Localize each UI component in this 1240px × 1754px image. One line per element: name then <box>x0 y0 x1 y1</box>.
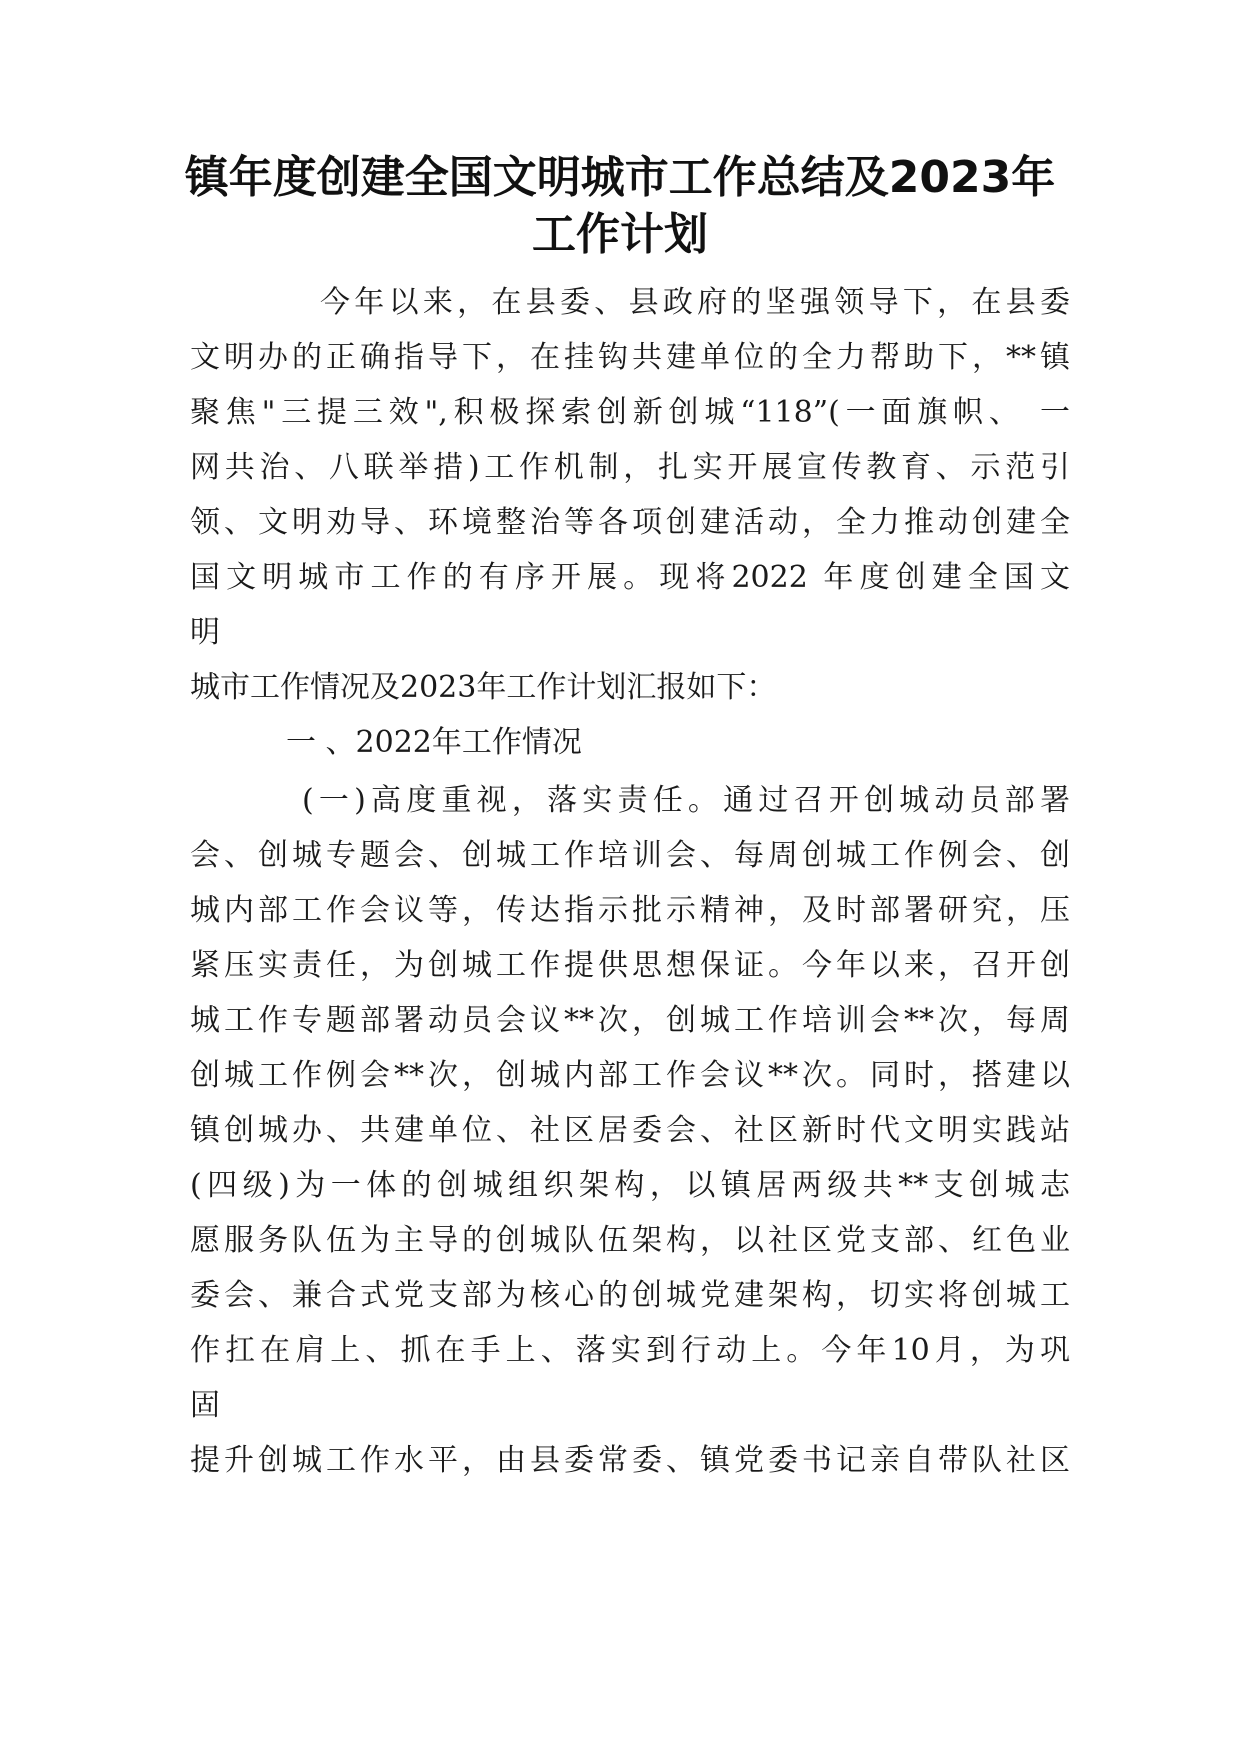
paragraph-line: 明 <box>190 615 220 650</box>
paragraph-line: 镇创城办、共建单位、社区居委会、社区新时代文明实践站 <box>190 1113 1070 1148</box>
paragraph-line: 固 <box>190 1388 220 1423</box>
section-heading: 一 、2022年工作情况 <box>286 725 582 760</box>
paragraph-line: 创城工作例会**次，创城内部工作会议**次。同时，搭建以 <box>190 1058 1070 1093</box>
document-title-line-2: 工作计划 <box>532 209 708 260</box>
paragraph-line: 紧压实责任，为创城工作提供思想保证。今年以来，召开创 <box>190 948 1070 983</box>
subsection-line: (一)高度重视，落实责任。通过召开创城动员部署 <box>302 783 1070 818</box>
paragraph-line: (四级)为一体的创城组织架构，以镇居两级共**支创城志 <box>190 1168 1070 1203</box>
paragraph-line: 聚焦"三提三效",积极探索创新创城“118”(一面旗帜、 一 <box>190 395 1070 430</box>
paragraph-line: 城工作专题部署动员会议**次，创城工作培训会**次，每周 <box>190 1003 1070 1038</box>
paragraph-line: 会、创城专题会、创城工作培训会、每周创城工作例会、创 <box>190 838 1070 873</box>
paragraph-line: 提升创城工作水平，由县委常委、镇党委书记亲自带队社区 <box>190 1443 1070 1478</box>
paragraph-line: 今年以来，在县委、县政府的坚强领导下，在县委 <box>320 285 1070 320</box>
paragraph-line: 作扛在肩上、抓在手上、落实到行动上。今年10月，为巩 <box>190 1333 1070 1368</box>
paragraph-line: 网共治、八联举措)工作机制，扎实开展宣传教育、示范引 <box>190 450 1070 485</box>
paragraph-line: 城内部工作会议等，传达指示批示精神，及时部署研究，压 <box>190 893 1070 928</box>
paragraph-line: 领、文明劝导、环境整治等各项创建活动，全力推动创建全 <box>190 505 1070 540</box>
paragraph-line: 城市工作情况及2023年工作计划汇报如下： <box>190 670 777 705</box>
paragraph-line: 国文明城市工作的有序开展。现将2022 年度创建全国文 <box>190 560 1070 595</box>
paragraph-line: 委会、兼合式党支部为核心的创城党建架构，切实将创城工 <box>190 1278 1070 1313</box>
paragraph-line: 愿服务队伍为主导的创城队伍架构，以社区党支部、红色业 <box>190 1223 1070 1258</box>
paragraph-line: 文明办的正确指导下，在挂钩共建单位的全力帮助下，**镇 <box>190 340 1070 375</box>
document-title-line-1: 镇年度创建全国文明城市工作总结及2023年 <box>184 152 1056 203</box>
